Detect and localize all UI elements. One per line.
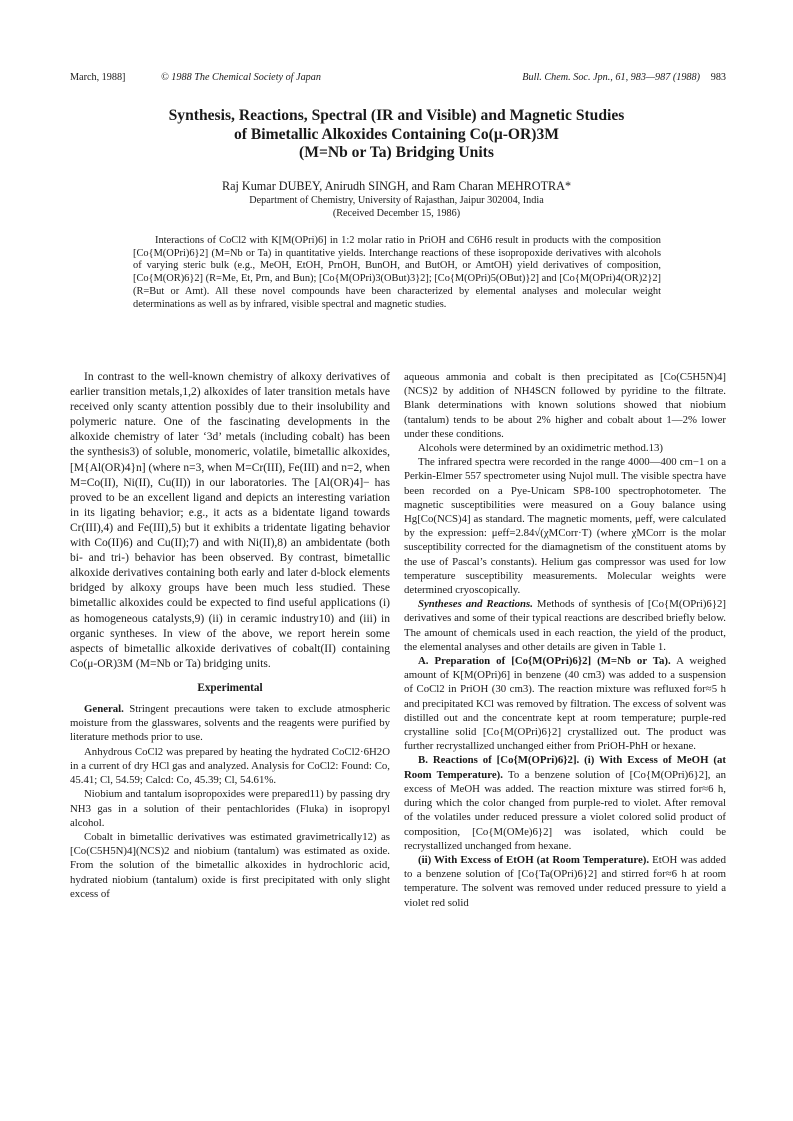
niobium-paragraph: Niobium and tantalum isopropoxides were prepared11) by passing dry NH3 gas in a solution of their pentachlorides (Fluka) in isopropyl alcohol. [70, 788, 390, 829]
copyright-notice: © 1988 The Chemical Society of Japan [161, 72, 321, 83]
author-list: Raj Kumar DUBEY, Anirudh SINGH, and Ram Charan MEHROTRA* [221, 179, 572, 193]
reactions-text: To a benzene solution of [Co{M(OPri)6}2], an excess of MeOH was added. The reaction mixture was stirred for≈6 h, during which the color changed from purple-red to violet. After removal of the volatiles under reduced pressure a violet colored solid product of composition, [Co{M(OMe)6}2] was isolated, which could be recrystallized unchanged from hexane. [404, 768, 726, 852]
preparation-paragraph [404, 654, 726, 753]
reactions-paragraph [404, 753, 726, 852]
anhydrous-paragraph: Anhydrous CoCl2 was prepared by heating the hydrated CoCl2·6H2O in a current of dry HCl gas and analyzed. Analysis for CoCl2: Found: Co, 45.41; Cl, 54.59; Calcd: Co, 45.39; Cl, 54.61%. [70, 745, 390, 787]
alcohols-paragraph: Alcohols were determined by an oxidimetric method.13) [418, 442, 663, 455]
etoh-paragraph [404, 853, 726, 910]
preparation-label: A. Preparation of [Co{M(OPri)6}2] (M=Nb or Ta). [418, 655, 671, 668]
abstract: Interactions of CoCl2 with K[M(OPri)6] in 1:2 molar ratio in PriOH and C6H6 result in products with the composition [Co{M(OPri)6}2] (M=Nb or Ta) in quantitative yields. Interchange reactions of these isopropoxide derivatives with alcohols of varying steric bulk (e.g., MeOH, EtOH, PrnOH, BunOH, and ButOH, or AmtOH) yield derivatives of composition, [Co{M(OR)6}2] (R=Me, Et, Prn, and Bun); [Co{M(OPri)3(OBut)3}2]; [Co{M(OPri)5(OBut)}2] and [Co{M(OPri)4(OR)2}2] (R=But or Amt). All these novel compounds have been characterized by elemental analyses and molecular weight determinations as well as by infrared, visible spectral and magnetic studies. [133, 235, 661, 310]
reactions-label: B. Reactions of [Co{M(OPri)6}2]. (i) With Excess of MeOH (at Room Temperature). [404, 754, 726, 781]
affiliation [60, 194, 733, 220]
general-text: Stringent precautions were taken to exclude atmospheric moisture from the glasswares, solvents and the reagents were purified by literature methods prior to use. [70, 703, 390, 744]
syntheses-label: Syntheses and Reactions. [418, 598, 533, 611]
received-date: (Received December 15, 1986) [332, 208, 461, 219]
etoh-label: (ii) With Excess of EtOH (at Room Temperature). [418, 853, 650, 866]
continuation-paragraph: aqueous ammonia and cobalt is then precipitated as [Co(C5H5N)4](NCS)2 by addition of NH4SCN followed by pyridine to the filtrate. Blank determinations with known solutions showed that niobium (tantalum) tends to be about 2% higher and cobalt about 1—2% lower under these conditions. [404, 371, 726, 440]
journal-citation: Bull. Chem. Soc. Jpn., 61, 983—987 (1988) [522, 72, 700, 83]
preparation-text: A weighed amount of K[M(OPri)6] in benzene (40 cm3) was added to a suspension of CoCl2 in PriOH (30 cm3). The reaction mixture was refluxed for≈5 h and precipitated KCl was removed by filtration. The excess of solvent was distilled out and the concentrate kept at room temperature; purple-red crystalline solid [Co{M(OPri)6}2] crystallized out. The product was further recrystallized unchanged either from PriOH-PhH or hexane. [404, 655, 726, 753]
department: Department of Chemistry, University of Rajasthan, Jaipur 302004, India [249, 195, 544, 206]
infrared-paragraph: The infrared spectra were recorded in the range 4000—400 cm−1 on a Perkin-Elmer 557 spectrometer using Nujol mull. The visible spectra have been recorded on a Pye-Unicam SP8-100 spectrophotometer. The magnetic susceptibilities were measured on a Gouy balance using Hg[Co(NCS)4] as standard. The magnetic moments, μeff, were calculated by the expression: μeff=2.84√(χMCorr·T) (where χMCorr is the molar susceptibility corrected for the diamagnetism of the constituent atoms by the use of Pascal’s constants). Helium gas compressor was used for low temperature susceptibility measurements. Molecular weights were determined cryoscopically. [404, 456, 726, 597]
issue-date: March, 1988] [70, 72, 126, 83]
general-label: General. [84, 703, 124, 716]
right-column [404, 370, 726, 910]
syntheses-text: Methods of synthesis of [Co{M(OPri)6}2] derivatives and some of their typical reactions are described briefly below. The amount of chemicals used in each reaction, the yield of the product, the elemental analyses and other details are given in Table 1. [404, 598, 727, 653]
cobalt-paragraph: Cobalt in bimetallic derivatives was estimated gravimetrically12) as [Co(C5H5N)4](NCS)2 and niobium (tantalum) was estimated as oxide. From the solution of the bimetallic alkoxides in hydrochloric acid, hydrated niobium (tantalum) oxide is first precipitated with only slight excess of [70, 830, 390, 900]
running-header [70, 72, 726, 86]
title-line-1: Synthesis, Reactions, Spectral (IR and Visible) and Magnetic Studies [168, 107, 625, 124]
title-line-2: of Bimetallic Alkoxides Containing Co(μ-OR)3M [233, 125, 560, 143]
article-title [60, 107, 733, 163]
left-column [70, 370, 390, 901]
syntheses-paragraph [404, 597, 726, 654]
general-paragraph [70, 702, 390, 745]
title-line-3: (M=Nb or Ta) Bridging Units [299, 144, 494, 161]
introduction-paragraph: In contrast to the well-known chemistry of alkoxy derivatives of earlier transition metals,1,2) alkoxides of later transition metals have received only scanty attention possibly due to their insolubility and polymeric nature. One of the fascinating developments in the alkoxide chemistry of later ‘3d’ metals (including cobalt) has been the synthesis3) of soluble, monomeric, volatile, bimetallic alkoxides, [M{Al(OR)4}n] (where n=3, when M=Cr(III), Fe(III) and n=2, when M=Co(II), Ni(II), Cu(II)) in our laboratories. The [Al(OR)4]− has proved to be an excellent ligand and depicts an interesting variation in its ligating behavior; e.g., it acts as a bidentate ligand towards Cr(III),4) and Fe(III),5) but it exhibits a tridentate ligating behavior with Co(II)6) and Cu(II);7) and with Ni(II),8) an ambidentate (both bi- and tri-) behavior has been observed. By contrast, bimetallic alkoxide derivatives containing both early and later d-block elements bridged by alkoxy groups have been much less studied. These bimetallic alkoxides could be expected to find useful applications (i) as homogeneous catalysts,9) (ii) in ceramic industry10) and (iii) in organic syntheses. In view of the above, we report herein some aspects of bimetallic alkoxide derivatives of cobalt(II) containing Co(μ-OR)3M (M=Nb or Ta) bridging units. [70, 371, 390, 670]
etoh-text: EtOH was added to a benzene solution of [Co{Ta(OPri)6}2] and stirred for≈6 h at room temperature. The solvent was removed under reduced pressure to yield a violet red solid [404, 853, 726, 909]
page-number: 983 [710, 72, 726, 83]
section-heading-experimental: Experimental [197, 681, 263, 694]
